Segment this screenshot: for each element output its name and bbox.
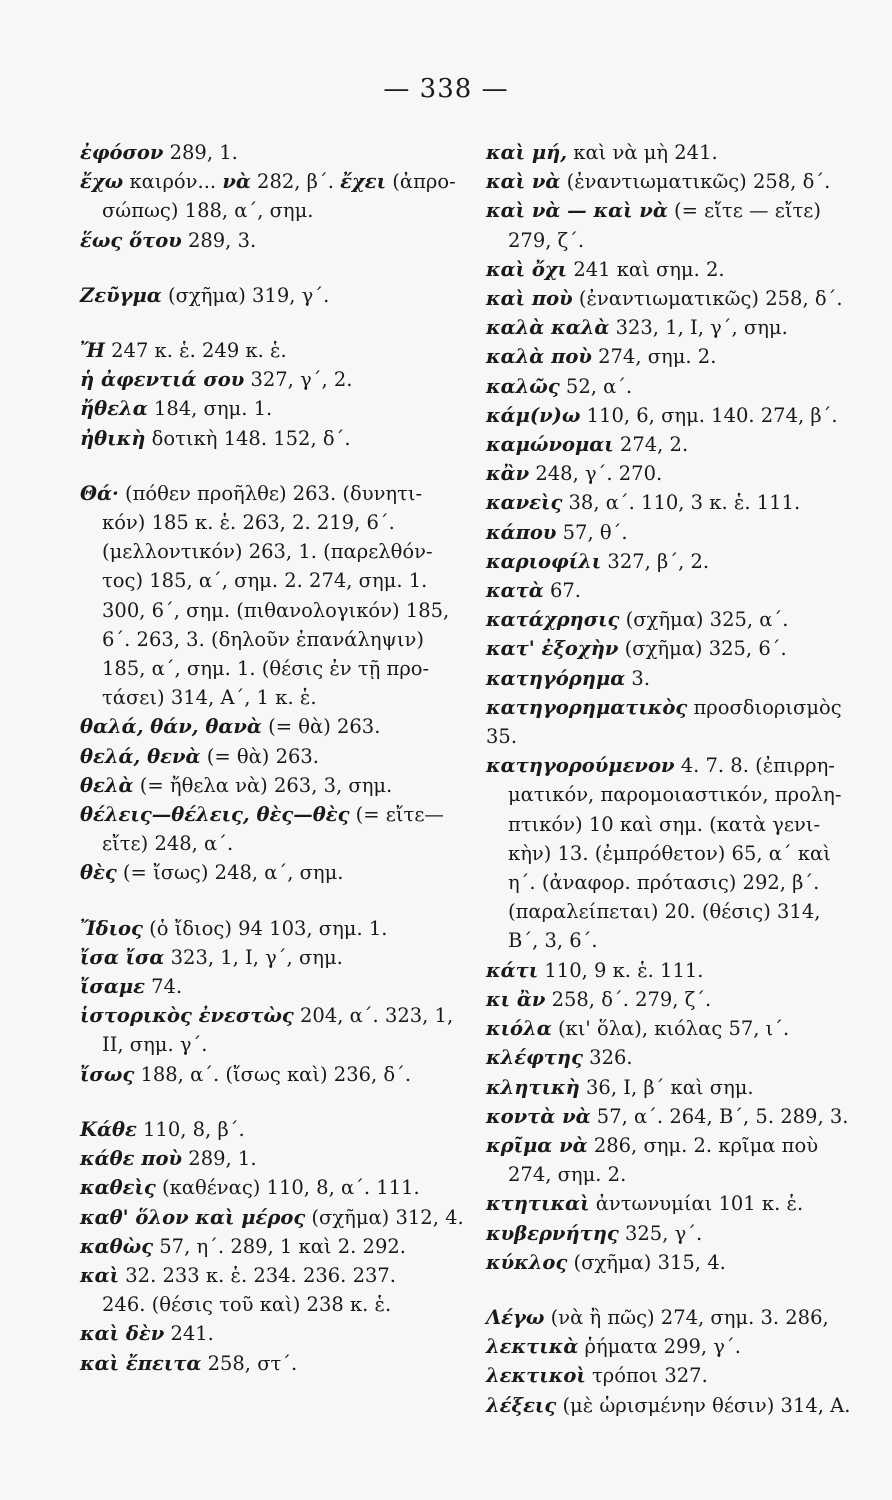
index-references: 241. bbox=[164, 1322, 214, 1346]
index-entry-continuation: (μελλοντικόν) 263, 1. (παρελθόν- bbox=[102, 540, 433, 564]
index-entry-continuation: κόν) 185 κ. ἑ. 263, 2. 219, 6΄. bbox=[102, 511, 395, 535]
index-headword: θέλεις—θέλεις, θὲς—θὲς bbox=[80, 803, 350, 827]
index-entry bbox=[486, 1131, 858, 1189]
index-references: 57, θ΄. bbox=[556, 520, 628, 544]
index-headword: κατηγορηματικὸς bbox=[486, 695, 688, 719]
index-entry bbox=[486, 576, 858, 605]
index-headword: θὲς bbox=[80, 861, 117, 885]
index-entry bbox=[486, 985, 858, 1014]
index-references: 36, Ι, β΄ καὶ σημ. bbox=[579, 1075, 754, 1099]
index-headword: λέξεις bbox=[486, 1393, 557, 1417]
index-entry-line bbox=[80, 914, 470, 943]
index-headword: λεκτικοὶ bbox=[486, 1364, 586, 1388]
index-entry-line bbox=[486, 1014, 858, 1043]
index-entry-line bbox=[80, 365, 470, 394]
index-headword: καθ' ὅλον καὶ μέρος bbox=[80, 1205, 306, 1229]
index-entry-line bbox=[80, 1232, 470, 1261]
index-entry bbox=[486, 313, 858, 342]
index-headword: Ζεῦγμα bbox=[80, 283, 162, 307]
index-entry-continuation: 6΄. 263, 3. (δηλοῦν ἐπανάληψιν) bbox=[102, 627, 424, 651]
index-references: (σχῆμα) 325, α΄. bbox=[619, 608, 789, 632]
index-entry bbox=[486, 372, 858, 401]
index-headword: ἕως ὅτου bbox=[80, 228, 182, 252]
index-entry-line bbox=[80, 1060, 470, 1089]
index-headword: θελὰ bbox=[80, 773, 134, 797]
index-entry-line bbox=[486, 342, 858, 371]
index-headword: καὶ ὄχι bbox=[486, 257, 568, 281]
index-entry-line bbox=[486, 1303, 858, 1332]
index-references: 326. bbox=[582, 1046, 633, 1070]
index-headword: καὶ νὰ — καὶ νὰ bbox=[486, 199, 668, 223]
index-headword: θαλά, θάν, θανὰ bbox=[80, 715, 262, 739]
index-headword: κανεὶς bbox=[486, 491, 563, 515]
index-headword: λεκτικὰ bbox=[486, 1335, 579, 1359]
index-references: (μὲ ὡρισμένην θέσιν) 314, Α. bbox=[556, 1393, 851, 1417]
index-entry-line bbox=[486, 1361, 858, 1390]
index-entry-line bbox=[486, 1073, 858, 1102]
index-entry-line bbox=[80, 138, 470, 167]
index-entry-line bbox=[486, 1131, 858, 1160]
index-entry-line bbox=[486, 1219, 858, 1248]
index-references: (= θὰ) 263. bbox=[200, 744, 319, 768]
index-entry-line bbox=[486, 518, 858, 547]
index-entry-line bbox=[486, 1189, 858, 1218]
index-entry-line bbox=[486, 634, 858, 663]
index-entry-line bbox=[80, 424, 470, 453]
index-headword: καθὼς bbox=[80, 1234, 154, 1258]
index-headword: κτητικαὶ bbox=[486, 1192, 590, 1216]
section-gap bbox=[80, 255, 470, 281]
index-entry bbox=[80, 858, 470, 887]
index-column-right bbox=[486, 138, 858, 1420]
index-entry-continuation: τος) 185, α΄, σημ. 2. 274, σημ. 1. bbox=[102, 569, 428, 593]
index-references: 32. 233 κ. ἑ. 234. 236. 237. bbox=[119, 1263, 396, 1287]
index-headword: καὶ μή, bbox=[486, 141, 568, 164]
index-headword: ἴσα ἴσα bbox=[80, 945, 165, 969]
index-entry bbox=[486, 634, 858, 663]
index-references: 325, γ΄. bbox=[618, 1221, 703, 1245]
index-entry bbox=[486, 1014, 858, 1043]
index-references: καὶ νὰ μὴ 241. bbox=[567, 141, 718, 164]
index-entry-line bbox=[80, 1115, 470, 1144]
index-entry-line bbox=[80, 712, 470, 741]
index-references: δοτικὴ 148. 152, δ΄. bbox=[145, 426, 351, 450]
index-headword: ἔχει bbox=[340, 170, 387, 194]
index-entry-line bbox=[80, 336, 470, 365]
index-headword: καριοφίλι bbox=[486, 549, 602, 573]
index-headword: κάμ(ν)ω bbox=[486, 403, 581, 427]
index-entry-line bbox=[486, 985, 858, 1014]
index-entry bbox=[80, 424, 470, 453]
index-entry bbox=[486, 430, 858, 459]
index-references: (= εἴτε — εἴτε) bbox=[667, 199, 821, 223]
section-gap bbox=[80, 453, 470, 479]
index-entry-continuation: Β΄, 3, 6΄. bbox=[508, 929, 598, 953]
index-entry bbox=[486, 459, 858, 488]
index-entry-continuation: 279, ζ΄. bbox=[508, 228, 585, 252]
index-entry-line bbox=[486, 313, 858, 342]
index-headword: κλητικὴ bbox=[486, 1075, 580, 1099]
index-entry-line bbox=[486, 430, 858, 459]
index-entry-continuation: σώπως) 188, α΄, σημ. bbox=[102, 199, 314, 223]
index-entry-line bbox=[486, 576, 858, 605]
index-entry-continuation: 246. (θέσις τοῦ καὶ) 238 κ. ἑ. bbox=[102, 1293, 392, 1317]
index-entry bbox=[486, 1073, 858, 1102]
index-headword: κιόλα bbox=[486, 1017, 552, 1041]
index-entry-continuation: η΄. (ἀναφορ. πρότασις) 292, β΄. bbox=[508, 871, 820, 895]
index-entry-line bbox=[80, 943, 470, 972]
index-entry bbox=[486, 1043, 858, 1072]
index-entry-line bbox=[80, 771, 470, 800]
index-headword: καὶ bbox=[80, 1263, 120, 1287]
index-headword: καλὰ καλὰ bbox=[486, 316, 610, 340]
index-references: 258, στ΄. bbox=[201, 1351, 298, 1375]
index-entry bbox=[80, 1203, 470, 1232]
index-entry-line bbox=[80, 858, 470, 887]
index-headword: καὶ ἔπειτα bbox=[80, 1351, 202, 1375]
index-headword: κατηγόρημα bbox=[486, 666, 626, 690]
index-entry bbox=[80, 712, 470, 741]
index-entry bbox=[80, 800, 470, 858]
index-entry bbox=[486, 956, 858, 985]
index-headword: κυβερνήτης bbox=[486, 1221, 619, 1245]
index-references: (= ἤθελα νὰ) 263, 3, σημ. bbox=[133, 773, 393, 797]
index-references: 3. bbox=[625, 666, 651, 690]
index-entry-line bbox=[486, 1332, 858, 1361]
index-headword: Ἴδιος bbox=[80, 916, 143, 940]
index-entry-continuation: (παραλείπεται) 20. (θέσις) 314, bbox=[508, 900, 821, 924]
index-references: 289, 1. bbox=[163, 141, 238, 164]
index-references: (= ἴσως) 248, α΄, σημ. bbox=[116, 861, 344, 885]
index-entry bbox=[486, 547, 858, 576]
index-entry-line bbox=[486, 488, 858, 517]
index-references: (πόθεν προῆλθε) 263. (δυνητι- bbox=[118, 481, 423, 505]
section-gap bbox=[80, 888, 470, 914]
index-headword: ἴσαμε bbox=[80, 975, 145, 999]
index-references: (σχῆμα) 319, γ΄. bbox=[161, 283, 330, 307]
index-headword: ἤθελα bbox=[80, 397, 148, 421]
index-references: ἀντωνυμίαι 101 κ. ἑ. bbox=[589, 1192, 804, 1216]
index-headword: καὶ δὲν bbox=[80, 1322, 165, 1346]
section-gap bbox=[80, 1089, 470, 1115]
index-entry-line bbox=[80, 226, 470, 255]
index-references: 67. bbox=[543, 579, 581, 603]
index-entry-line bbox=[80, 972, 470, 1001]
index-references: (ὁ ἴδιος) 94 103, σημ. 1. bbox=[142, 916, 388, 940]
index-entry bbox=[80, 1261, 470, 1319]
page-number: — 338 — bbox=[383, 74, 509, 104]
index-entry-line bbox=[80, 394, 470, 423]
index-references: προσδιορισμὸς 35. bbox=[486, 695, 848, 749]
index-headword: καὶ νὰ bbox=[486, 170, 561, 194]
index-entry-line bbox=[486, 693, 858, 751]
index-entry bbox=[80, 1060, 470, 1089]
index-entry-line bbox=[80, 800, 470, 829]
index-headword: καθεὶς bbox=[80, 1176, 156, 1200]
index-references: (σχῆμα) 325, 6΄. bbox=[618, 637, 787, 661]
index-entry-line bbox=[80, 1173, 470, 1202]
index-entry bbox=[486, 1303, 858, 1332]
index-entry bbox=[486, 664, 858, 693]
index-column-left bbox=[80, 138, 470, 1378]
index-entry-line bbox=[486, 196, 858, 225]
index-references: 258, δ΄. 279, ζ΄. bbox=[545, 987, 712, 1011]
index-references: (= θὰ) 263. bbox=[261, 715, 381, 739]
index-entry-continuation: πτικόν) 10 καὶ σημ. (κατὰ γενι- bbox=[508, 812, 821, 836]
index-entry-line bbox=[80, 1144, 470, 1173]
index-references: (νὰ ἢ πῶς) 274, σημ. 3. 286, bbox=[544, 1305, 829, 1329]
index-headword: κάτι bbox=[486, 958, 539, 982]
index-entry bbox=[486, 138, 858, 167]
index-entry-continuation: κὴν) 13. (ἐμπρόθετον) 65, α΄ καὶ bbox=[508, 841, 831, 865]
index-headword: ἴσως bbox=[80, 1062, 135, 1086]
index-entry bbox=[80, 365, 470, 394]
index-entry bbox=[486, 342, 858, 371]
index-entry bbox=[486, 167, 858, 196]
index-entry bbox=[486, 751, 858, 955]
index-references: (ἀπρο- bbox=[386, 170, 456, 194]
index-references: 323, 1, Ι, γ΄, σημ. bbox=[164, 945, 343, 969]
index-entry-line bbox=[80, 167, 470, 196]
section-gap bbox=[486, 1277, 858, 1303]
index-entry bbox=[80, 1319, 470, 1348]
index-entry bbox=[80, 138, 470, 167]
index-entry bbox=[486, 1332, 858, 1361]
index-entry-line bbox=[486, 138, 858, 167]
index-headword: ἱστορικὸς ἐνεστὼς bbox=[80, 1004, 294, 1028]
index-references: (καθένας) 110, 8, α΄. 111. bbox=[155, 1176, 420, 1200]
index-references: (= εἴτε— bbox=[349, 803, 444, 827]
index-references: 74. bbox=[144, 975, 183, 999]
index-entry bbox=[80, 943, 470, 972]
index-entry bbox=[486, 196, 858, 254]
index-references: 57, η΄. 289, 1 καὶ 2. 292. bbox=[153, 1234, 406, 1258]
index-entry-line bbox=[80, 1349, 470, 1378]
index-entry bbox=[80, 914, 470, 943]
index-entry-continuation: εἴτε) 248, α΄. bbox=[102, 832, 234, 856]
index-references: 110, 9 κ. ἑ. 111. bbox=[538, 958, 704, 982]
index-entry bbox=[486, 1102, 858, 1131]
index-entry bbox=[486, 1248, 858, 1277]
index-references: καιρόν... bbox=[123, 170, 223, 194]
index-references: 289, 3. bbox=[181, 228, 257, 252]
index-entry-line bbox=[486, 1391, 858, 1420]
index-headword: κάθε ποὺ bbox=[80, 1147, 183, 1171]
index-entry-line bbox=[486, 547, 858, 576]
index-headword: ἠθικὴ bbox=[80, 426, 146, 450]
index-headword: ἐφόσον bbox=[80, 141, 164, 164]
index-references: 110, 8, β΄. bbox=[136, 1117, 245, 1141]
index-headword: κατ' ἐξοχὴν bbox=[486, 637, 619, 661]
index-headword: Θά· bbox=[80, 481, 119, 505]
index-entry-continuation: 300, 6΄, σημ. (πιθανολογικόν) 185, bbox=[102, 598, 450, 622]
index-entry-continuation: τάσει) 314, Α΄, 1 κ. ἑ. bbox=[102, 686, 317, 710]
index-headword: κρῖμα νὰ bbox=[486, 1133, 588, 1157]
index-entry-line bbox=[486, 167, 858, 196]
index-entry bbox=[486, 1391, 858, 1420]
index-references: 282, β΄. bbox=[250, 170, 341, 194]
index-entry bbox=[80, 479, 470, 713]
index-entry-line bbox=[80, 742, 470, 771]
index-references: 188, α΄. (ἴσως καὶ) 236, δ΄. bbox=[134, 1062, 412, 1086]
index-entry-line bbox=[486, 372, 858, 401]
index-entry bbox=[486, 1219, 858, 1248]
index-entry-continuation: 185, α΄, σημ. 1. (θέσις ἐν τῇ προ- bbox=[102, 657, 430, 681]
index-headword: Κάθε bbox=[80, 1117, 137, 1141]
index-entry bbox=[80, 394, 470, 423]
index-entry bbox=[80, 1115, 470, 1144]
index-entry bbox=[80, 281, 470, 310]
index-entry bbox=[80, 771, 470, 800]
index-references: 289, 1. bbox=[182, 1147, 257, 1171]
index-references: 38, α΄. 110, 3 κ. ἑ. 111. bbox=[562, 491, 801, 515]
index-entry-line bbox=[486, 751, 858, 780]
index-entry-line bbox=[486, 401, 858, 430]
index-references: 184, σημ. 1. bbox=[147, 397, 273, 421]
index-entry bbox=[80, 1144, 470, 1173]
index-references: τρόποι 327. bbox=[585, 1364, 708, 1388]
index-entry-line bbox=[80, 1203, 470, 1232]
index-headword: κἂν bbox=[486, 462, 530, 486]
index-headword: καμώνομαι bbox=[486, 433, 614, 457]
index-entry bbox=[80, 1173, 470, 1202]
index-headword: νὰ bbox=[222, 170, 251, 194]
index-headword: κατάχρησις bbox=[486, 608, 620, 632]
index-entry bbox=[486, 488, 858, 517]
index-references: 52, α΄. bbox=[559, 374, 633, 398]
index-headword: Ἤ bbox=[80, 339, 105, 363]
index-headword: Λέγω bbox=[486, 1305, 545, 1329]
index-references: ῥήματα 299, γ΄. bbox=[578, 1335, 741, 1359]
index-headword: καλὰ ποὺ bbox=[486, 345, 592, 369]
index-headword: κι ἂν bbox=[486, 987, 546, 1011]
index-references: (ἐναντιωματικῶς) 258, δ΄. bbox=[572, 287, 843, 311]
index-references: 327, γ΄, 2. bbox=[244, 368, 353, 392]
index-headword: ἡ ἀφεντιά σου bbox=[80, 368, 245, 392]
index-headword: κατὰ bbox=[486, 579, 544, 603]
index-headword: κλέφτης bbox=[486, 1046, 583, 1070]
index-entry-line bbox=[486, 605, 858, 634]
index-entry bbox=[486, 605, 858, 634]
index-references: (σχῆμα) 315, 4. bbox=[567, 1250, 726, 1274]
index-entry-line bbox=[80, 1261, 470, 1290]
index-references: (σχῆμα) 312, 4. bbox=[305, 1205, 464, 1229]
index-entry-line bbox=[486, 956, 858, 985]
index-headword: ἔχω bbox=[80, 170, 124, 194]
index-entry-line bbox=[80, 1001, 470, 1030]
index-references: (ἐναντιωματικῶς) 258, δ΄. bbox=[560, 170, 831, 194]
index-references: 274, 2. bbox=[613, 433, 689, 457]
index-references: 110, 6, σημ. 140. 274, β΄. bbox=[580, 403, 838, 427]
index-entry bbox=[486, 1361, 858, 1390]
index-entry bbox=[486, 401, 858, 430]
index-entry bbox=[80, 1349, 470, 1378]
index-entry-continuation: ΙΙ, σημ. γ΄. bbox=[102, 1033, 208, 1057]
index-references: 57, α΄. 264, Β΄, 5. 289, 3. bbox=[590, 1104, 849, 1128]
index-entry-line bbox=[80, 479, 470, 508]
index-entry bbox=[80, 336, 470, 365]
index-references: 248, γ΄. 270. bbox=[529, 462, 663, 486]
index-references: 247 κ. ἑ. 249 κ. ἑ. bbox=[104, 339, 287, 363]
index-entry bbox=[486, 255, 858, 284]
index-headword: καλῶς bbox=[486, 374, 560, 398]
index-entry-line bbox=[486, 255, 858, 284]
index-headword: καὶ ποὺ bbox=[486, 287, 573, 311]
index-entry bbox=[80, 972, 470, 1001]
index-references: 274, σημ. 2. bbox=[591, 345, 717, 369]
index-entry bbox=[486, 284, 858, 313]
index-entry-line bbox=[486, 664, 858, 693]
index-references: 327, β΄, 2. bbox=[601, 549, 710, 573]
index-entry bbox=[80, 1232, 470, 1261]
index-entry-line bbox=[486, 1043, 858, 1072]
index-entry-continuation: 274, σημ. 2. bbox=[508, 1163, 627, 1187]
index-entry-line bbox=[486, 284, 858, 313]
index-entry-line bbox=[486, 1102, 858, 1131]
index-entry bbox=[80, 1001, 470, 1059]
index-references: 286, σημ. 2. κρῖμα ποὺ bbox=[587, 1133, 819, 1157]
index-headword: κάπου bbox=[486, 520, 557, 544]
index-references: 4. 7. 8. (ἐπιρρη- bbox=[674, 754, 835, 778]
index-entry bbox=[80, 742, 470, 771]
index-entry-line bbox=[486, 459, 858, 488]
index-entry bbox=[80, 226, 470, 255]
index-entry bbox=[486, 518, 858, 547]
index-headword: κατηγορούμενον bbox=[486, 754, 675, 778]
index-entry bbox=[80, 167, 470, 225]
index-references: 204, α΄. 323, 1, bbox=[293, 1004, 454, 1028]
index-entry bbox=[486, 1189, 858, 1218]
index-entry-line bbox=[80, 281, 470, 310]
index-entry bbox=[486, 693, 858, 751]
index-entry-continuation: ματικόν, παρομοιαστικόν, προλη- bbox=[508, 783, 842, 807]
index-references: 323, 1, Ι, γ΄, σημ. bbox=[609, 316, 788, 340]
section-gap bbox=[80, 310, 470, 336]
index-references: (κι' ὅλα), κιόλας 57, ι΄. bbox=[551, 1017, 790, 1041]
index-headword: θελά, θενὰ bbox=[80, 744, 201, 768]
index-headword: κύκλος bbox=[486, 1250, 568, 1274]
index-headword: κοντὰ νὰ bbox=[486, 1104, 591, 1128]
index-references: 241 καὶ σημ. 2. bbox=[567, 257, 725, 281]
index-entry-line bbox=[80, 1319, 470, 1348]
index-entry-line bbox=[486, 1248, 858, 1277]
